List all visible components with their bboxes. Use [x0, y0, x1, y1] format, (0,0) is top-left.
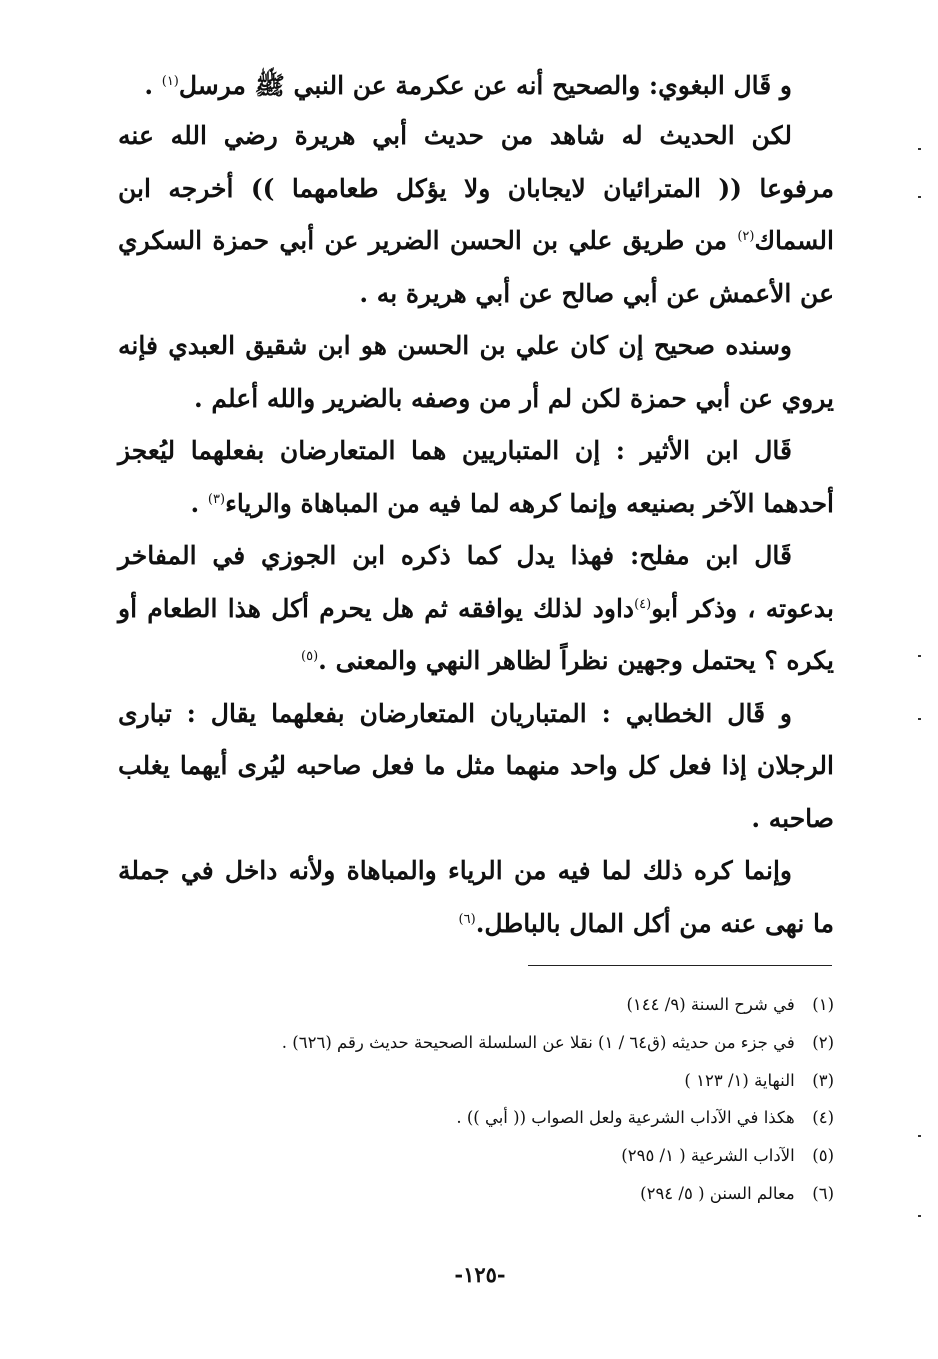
scan-speck	[918, 718, 921, 720]
footnote-ref[interactable]: (٢)	[737, 229, 755, 244]
footnote-ref[interactable]: (١)	[161, 74, 179, 89]
paragraph-baghawi: و قَال البغوي: والصحيح أنه عن عكرمة عن النبي ﷺ مرسل$^{(١)}$ .	[144, 71, 792, 100]
footnote-ref[interactable]: (٥)	[301, 649, 319, 664]
scan-speck	[918, 196, 921, 198]
footnote-item: (٥) الآداب الشرعية ( ١/ ٢٩٥)	[621, 1146, 834, 1166]
footnote-ref[interactable]: (٤)	[634, 596, 652, 612]
footnote-item: (٤) هكذا في الآداب الشرعية ولعل الصواب (( أبي )) .	[456, 1108, 834, 1128]
scan-speck	[918, 1215, 921, 1217]
footnote-item: (٣) النهاية (١/ ١٢٣ )	[684, 1070, 834, 1090]
paragraph-ibn-athir: قَال ابن الأثير : إن المتباريين هما المتعارضان بفعلهما ليُعجز أحدهما الآخر بصنيعه وإنما كرهه لما فيه من المباهاة والرياء$^{(٣)}$ .	[118, 436, 834, 518]
page-number: -١٢٥-	[454, 1262, 506, 1287]
scan-speck	[918, 148, 921, 150]
footnote-item: (٢) في جزء من حديثه (ق٦٤ / ١) نقلا عن السلسلة الصحيحة حديث رقم (٦٢٦) .	[281, 1032, 834, 1052]
footnote-item: (٦) معالم السنن ( ٥/ ٢٩٤)	[640, 1183, 834, 1203]
main-text	[118, 62, 834, 950]
paragraph-hadith-witness: لكن الحديث له شاهد من حديث أبي هريرة رضي الله عنه مرفوعا (( المترائيان لايجابان ولا يؤكل طعامهما )) أخرجه ابن السماك$^{(٢)}$ من طريق علي بن الحسن الضرير عن أبي حمزة السكري عن الأعمش عن أبي صالح عن أبي هريرة به .	[118, 121, 835, 308]
footnote-separator	[528, 965, 832, 966]
paragraph-ibn-muflih: قَال ابن مفلح: فهذا يدل كما ذكره ابن الجوزي في المفاخر بدعوته ، وذكر أبو$^{(٤)}$داود لذلك يوافقه ثم هل يحرم أكل هذا الطعام أو يكره ؟ يحتمل وجهين نظراً لظاهر النهي والمعنى .$^{(٥)}$	[118, 541, 834, 675]
paragraph-sanad: وسنده صحيح إن كان علي بن الحسن هو ابن شقيق العبدي فإنه يروي عن أبي حمزة لكن لم أر من وصفه بالضرير والله أعلم .	[118, 331, 834, 413]
footnote-ref[interactable]: (٣)	[207, 491, 226, 507]
footnote-ref[interactable]: (٦)	[458, 911, 476, 927]
footnote-item: (١) في شرح السنة (٩/ ١٤٤)	[626, 995, 834, 1014]
paragraph-khattabi: و قَال الخطابي : المتباريان المتعارضان بفعلهما يقال : تبارى الرجلان إذا فعل كل واحد منهما مثل ما فعل صاحبه ليُرى أيهما يغلب صاحبه .	[118, 698, 834, 833]
paragraph-conclusion: وإنما كره ذلك لما فيه من الرياء والمباهاة ولأنه داخل في جملة ما نهى عنه من أكل المال بالباطل.$^{(٦)}$	[118, 856, 834, 938]
scan-speck	[918, 1135, 921, 1137]
scan-speck	[918, 655, 921, 657]
footnotes	[118, 986, 834, 1213]
